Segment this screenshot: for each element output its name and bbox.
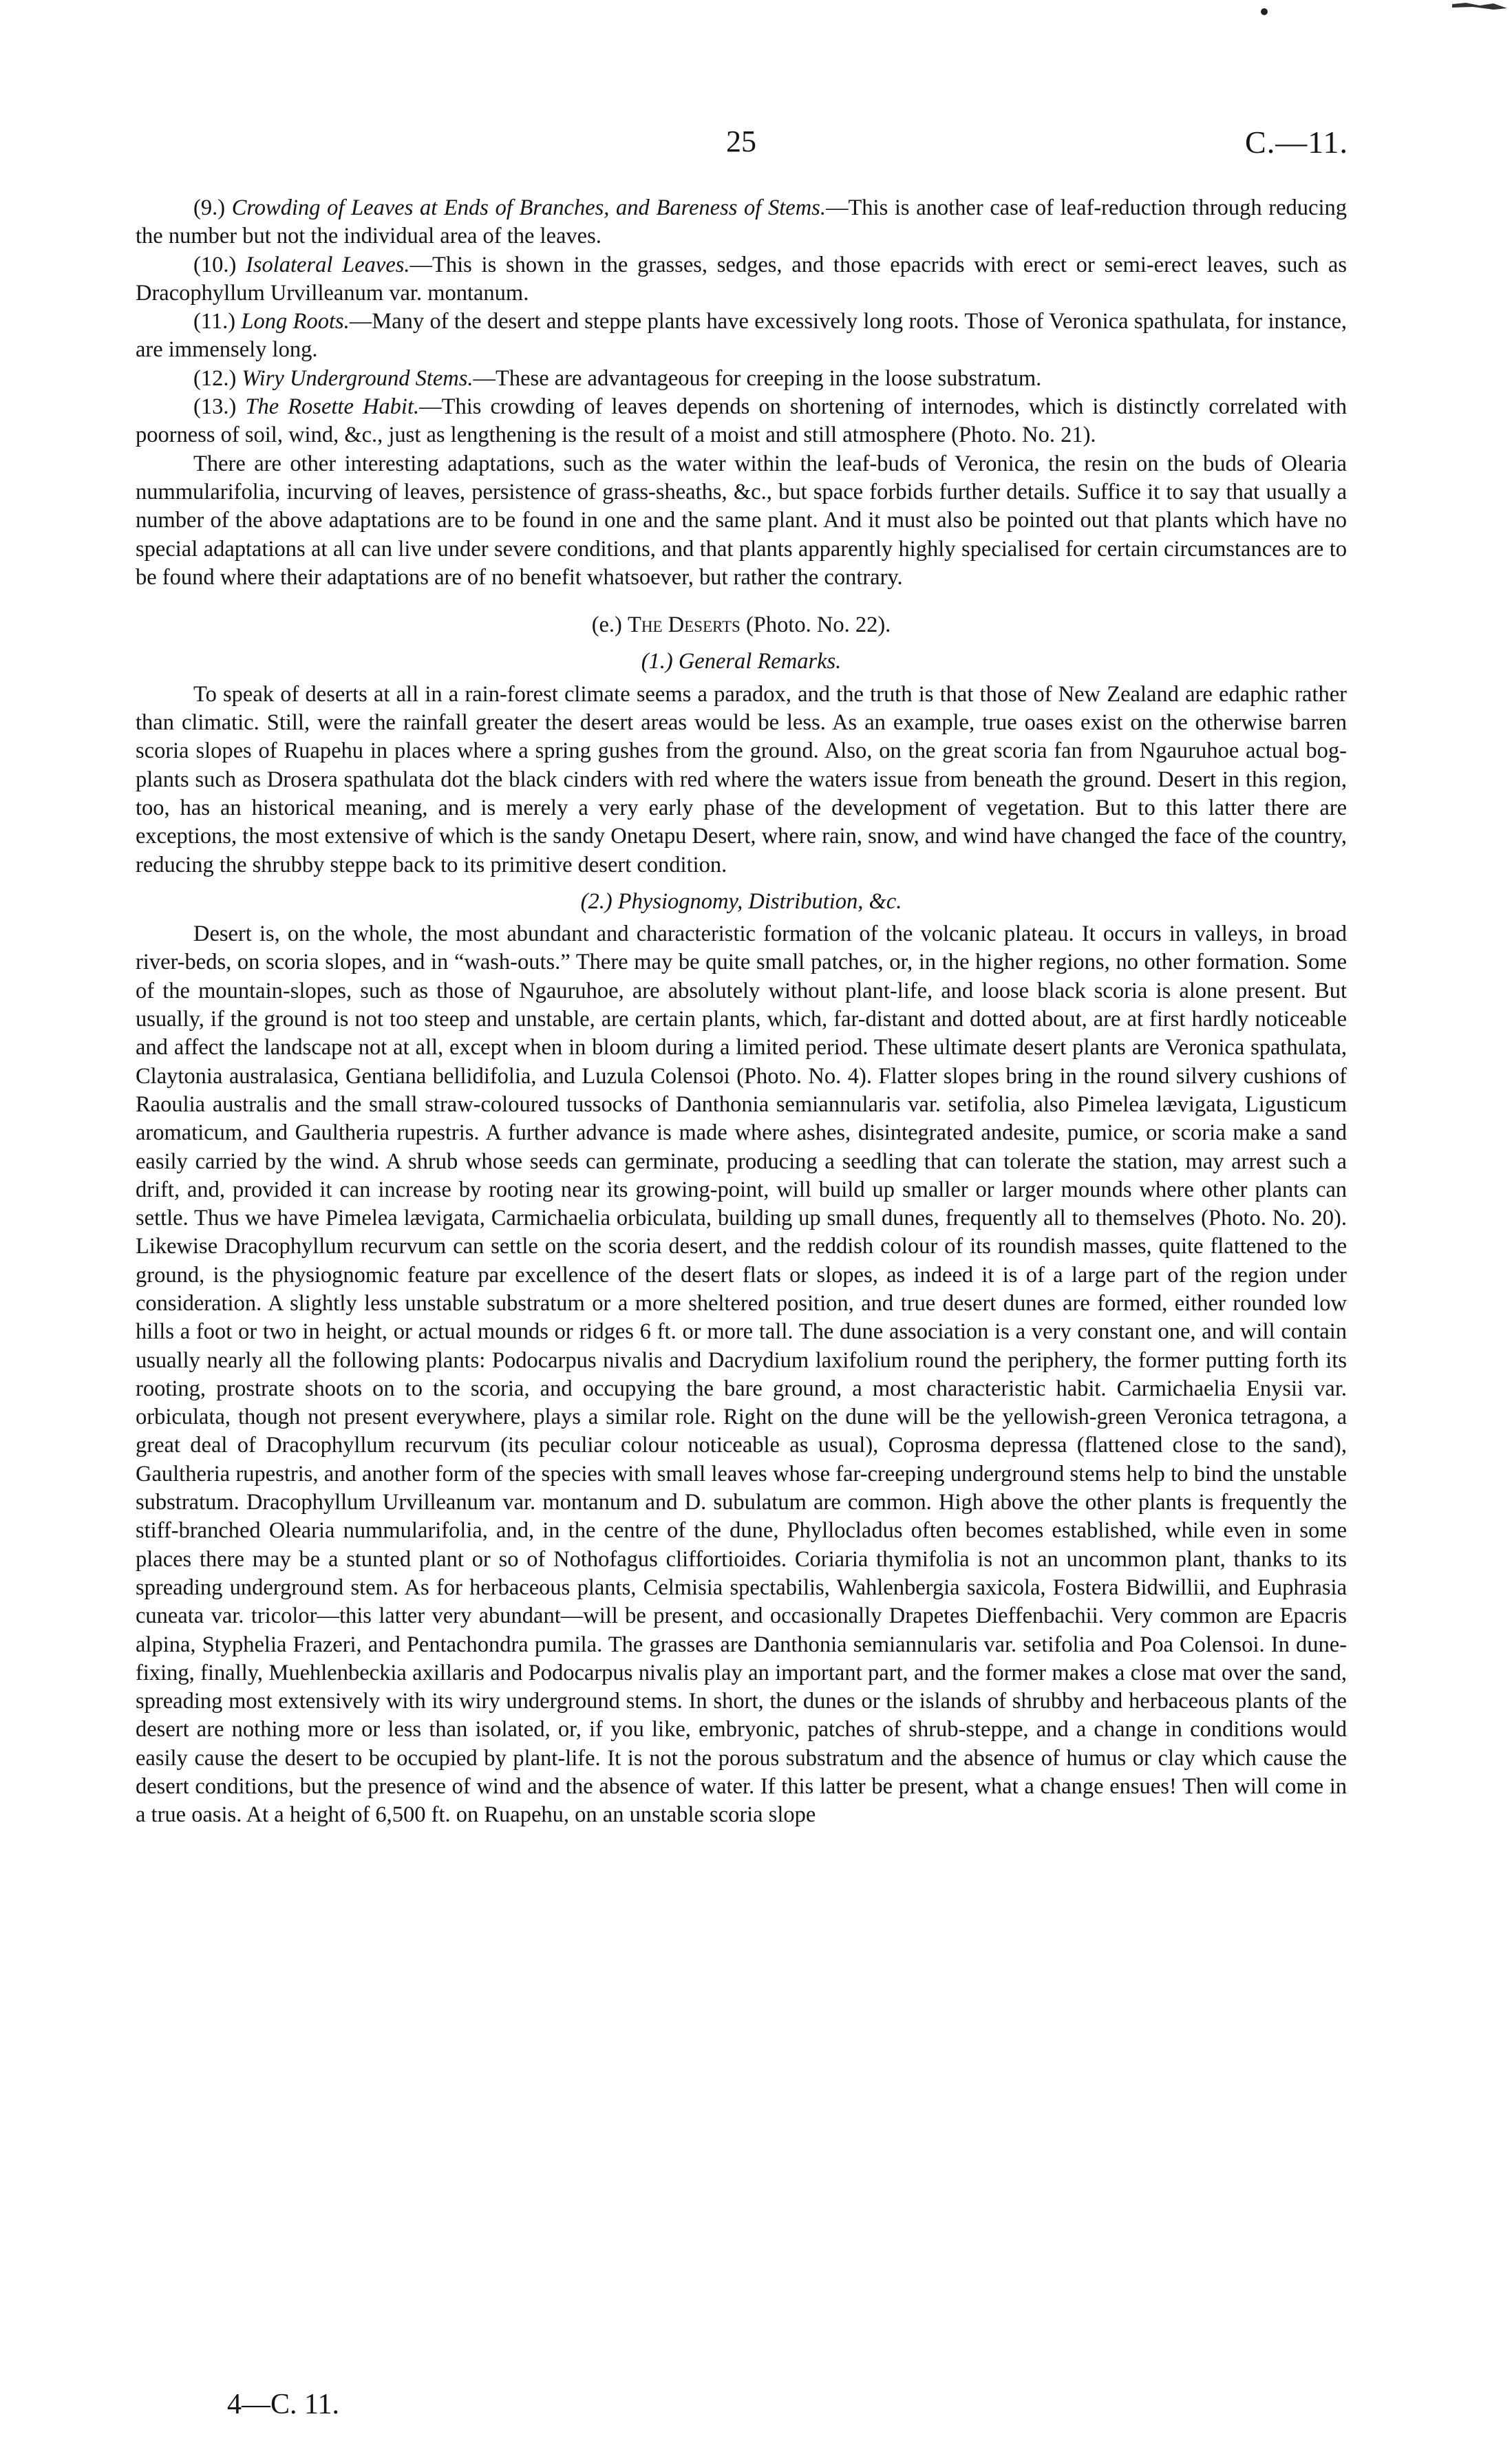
page-number: 25 — [726, 125, 756, 158]
series-label: C.—11. — [1245, 125, 1348, 160]
section-heading-deserts: (e.) The Deserts (Photo. No. 22). — [591, 612, 891, 638]
paragraph-rosette-habit: (13.) The Rosette Habit.—This crowding of leaves depends on shortening of internodes, which is distinctly correlated with poorness of soil, wind, &c., just as lengthening is the result of a moist and still atmosphere (Photo. No. 21). — [136, 394, 1348, 448]
paragraph-long-roots: (11.) Long Roots.—Many of the desert and steppe plants have excessively long roots. Those of Veronica spathulata, for instance, are immensely long. — [136, 309, 1347, 363]
section-title: The Deserts — [628, 612, 741, 638]
subheading-general-remarks: (1.) General Remarks. — [641, 649, 842, 674]
para-title: Crowding of Leaves at Ends of Branches, and Bareness of Stems. — [231, 195, 826, 220]
page-header — [0, 124, 1512, 172]
paragraph-other-adaptations: There are other interesting adaptations, such as the water within the leaf-buds of Veronica, the resin on the buds of Olearia nummularifolia, incurving of leaves, persistence of grass-sheaths, &c., but space forbids further details. Suffice it to say that usually a number of the above adaptations are to be found in one and the same plant. And it must also be pointed out that plants which have no special adaptations at all can live under severe conditions, and that plants apparently highly specialised for certain circumstances are to be found where their adaptations are of no benefit whatsoever, but rather the contrary. — [136, 451, 1347, 590]
paragraph-general-remarks: To speak of deserts at all in a rain-forest climate seems a paradox, and the truth is that those of New Zealand are edaphic rather than climatic. Still, were the rainfall greater the desert areas would be less. As an example, true oases exist on the otherwise barren scoria slopes of Ruapehu in places where a spring gushes from the ground. Also, on the great scoria fan from Ngauruhoe actual bog-plants such as Drosera spathulata dot the black cinders with red where the waters issue from beneath the ground. Desert in this region, too, has an historical meaning, and is merely a very early phase of the development of vegetation. But to this latter there are exceptions, the most extensive of which is the sandy Onetapu Desert, where rain, snow, and wind have changed the face of the country, reducing the shrubby steppe back to its primitive desert condition. — [136, 681, 1347, 877]
para-title: The Rosette Habit. — [245, 394, 420, 420]
subheading-physiognomy: (2.) Physiognomy, Distribution, &c. — [580, 888, 902, 914]
paragraph-isolateral: (10.) Isolateral Leaves.—This is shown in the grasses, sedges, and those epacrids with erect or semi-erect leaves, such as Dracophyllum Urvilleanum var. montanum. — [136, 252, 1347, 306]
document-body — [136, 194, 1347, 1830]
para-title: Wiry Underground Stems. — [242, 365, 473, 391]
para-title: Isolateral Leaves. — [246, 252, 410, 277]
corner-scan-mark — [1452, 1, 1507, 11]
footer-signature: 4—C. 11. — [227, 2389, 339, 2420]
print-dot — [1261, 8, 1268, 15]
paragraph-physiognomy: Desert is, on the whole, the most abundant and characteristic formation of the volcanic plateau. It occurs in valleys, in broad river-beds, on scoria slopes, and in “wash-outs.” There may be quite small patches, or, in the higher regions, no other formation. Some of the mountain-slopes, such as those of Ngauruhoe, are absolutely without plant-life, and loose black scoria is alone present. But usually, if the ground is not too steep and unstable, are certain plants, which, far-distant and dotted about, are at first hardly noticeable and affect the landscape not at all, except when in bloom during a limited period. These ultimate desert plants are Veronica spathulata, Claytonia australasica, Gentiana bellidifolia, and Luzula Colensoi (Photo. No. 4). Flatter slopes bring in the round silvery cushions of Raoulia australis and the small straw-coloured tussocks of Danthonia semiannularis var. setifolia, also Pimelea lævigata, Ligusticum aromaticum, and Gaultheria rupestris. A further advance is made where ashes, disintegrated andesite, pumice, or scoria make a sand easily carried by the wind. A shrub whose seeds can germinate, producing a seedling that can tolerate the station, may arrest such a drift, and, provided it can increase by rooting near its growing-point, will build up smaller or larger mounds where other plants can settle. Thus we have Pimelea lævigata, Carmichaelia orbiculata, building up small dunes, frequently all to themselves (Photo. No. 20). Likewise Dracophyllum recurvum can settle on the scoria desert, and the reddish colour of its roundish masses, quite flattened to the ground, is the physiognomic feature par excellence of the desert flats or slopes, as indeed it is of a large part of the region under consideration. A slightly less unstable substratum or a more sheltered position, and true desert dunes are formed, either rounded low hills a foot or two in height, or actual mounds or ridges 6 ft. or more tall. The dune association is a very constant one, and will contain usually nearly all the following plants: Podocarpus nivalis and Dacrydium laxifolium round the periphery, the former putting forth its rooting, prostrate shoots on to the scoria, and occupying the bare ground, a most characteristic habit. Carmichaelia Enysii var. orbiculata, though not present everywhere, plays a similar role. Right on the dune will be the yellowish-green Veronica tetragona, a great deal of Dracophyllum recurvum (its peculiar colour noticeable as usual), Coprosma depressa (flattened close to the sand), Gaultheria rupestris, and another form of the species with small leaves whose far-creeping underground stems help to bind the unstable substratum. Dracophyllum Urvilleanum var. montanum and D. subulatum are common. High above the other plants is frequently the stiff-branched Olearia nummularifolia, and, in the centre of the dune, Phyllocladus often becomes established, while even in some places there may be a stunted plant or so of Nothofagus cliffortioides. Coriaria thymifolia is not an uncommon plant, thanks to its spreading underground stem. As for herbaceous plants, Celmisia spectabilis, Wahlenbergia saxicola, Fostera Bidwillii, and Euphrasia cuneata var. tricolor—this latter very abundant—will be present, and occasionally Drapetes Dieffenbachii. Very common are Epacris alpina, Styphelia Frazeri, and Pentachondra pumila. The grasses are Danthonia semiannularis var. setifolia and Poa Colensoi. In dune-fixing, finally, Muehlenbeckia axillaris and Podocarpus nivalis play an important part, and the former makes a close mat over the sand, spreading most extensively with its wiry underground stems. In short, the dunes or the islands of shrubby and herbaceous plants of the desert are nothing more or less than isolated, or, if you like, embryonic, patches of shrub-steppe, and a change in conditions would easily cause the desert to be occupied by plant-life. It is not the porous substratum and the absence of humus or clay which cause the desert conditions, but the presence of wind and the absence of water. If this latter be present, what a change ensues! Then will come in a true oasis. At a height of 6,500 ft. on Ruapehu, on an unstable scoria slope — [136, 921, 1347, 1828]
para-title: Long Roots. — [241, 309, 350, 334]
paragraph-wiry-stems: (12.) Wiry Underground Stems.—These are advantageous for creeping in the loose substratum. — [193, 365, 1042, 391]
paragraph-crowding: (9.) Crowding of Leaves at Ends of Branches, and Bareness of Stems.—This is another case of leaf-reduction through reducing the number but not the individual area of the leaves. — [136, 195, 1348, 249]
